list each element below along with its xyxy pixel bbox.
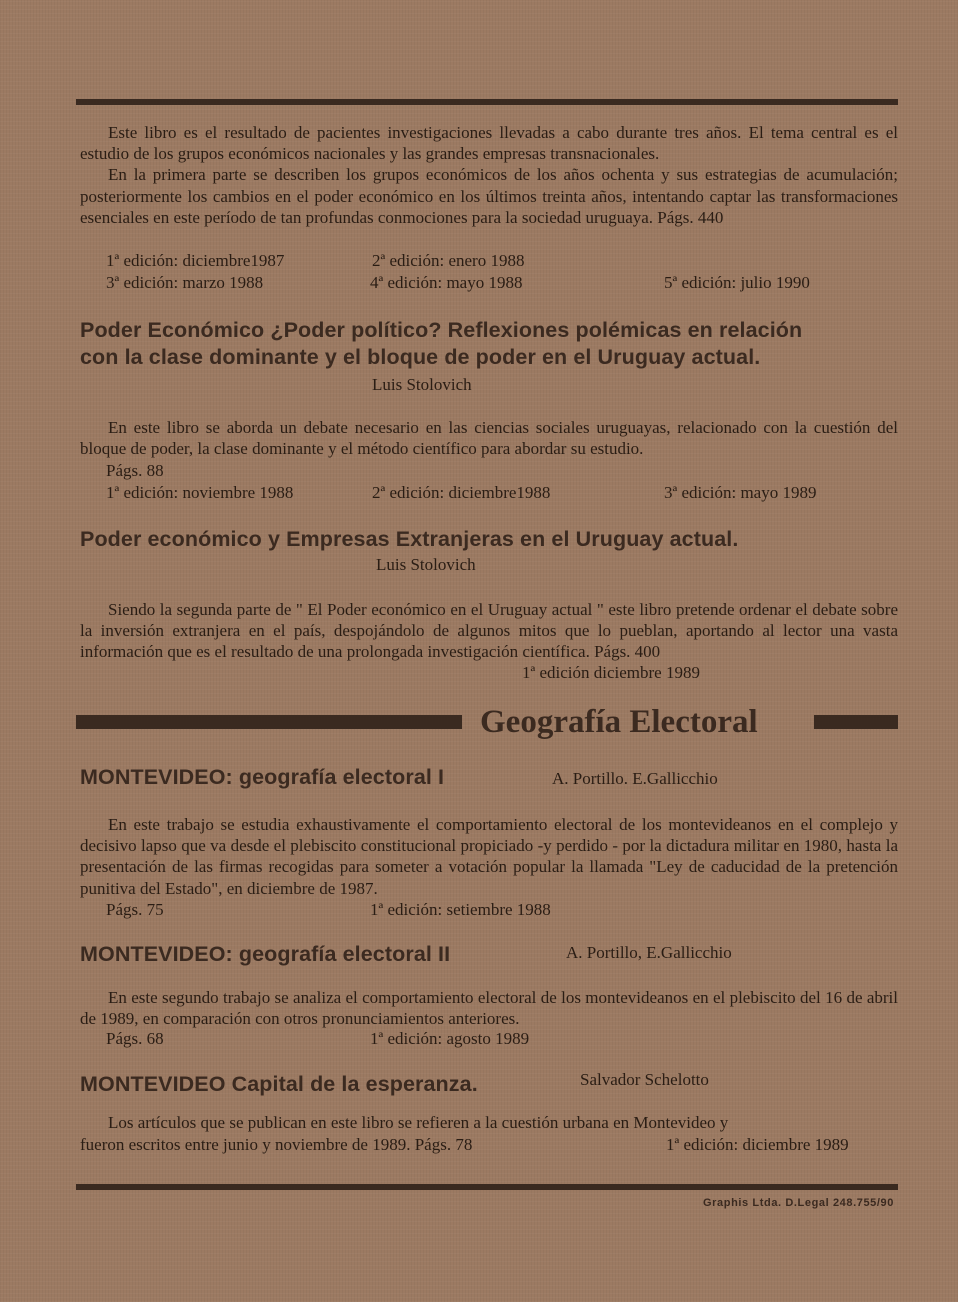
book5-pages: Págs. 68: [106, 1029, 164, 1048]
book1-edition-2: 2ª edición: enero 1988: [372, 251, 525, 270]
book5-author: A. Portillo, E.Gallicchio: [566, 943, 732, 962]
book6-author: Salvador Schelotto: [580, 1070, 709, 1089]
book4-description: [80, 814, 898, 899]
book2-edition-2: 2ª edición: diciembre1988: [372, 483, 551, 502]
book2-pages: Págs. 88: [106, 461, 164, 480]
book1-paragraph-2: En la primera parte se describen los grupos económicos de los años ochenta y sus estrategias de acumulación; posteriormente los cambios en el poder económico en los últimos treinta años, intentando captar las transformaciones esenciales en este período de tan profundas conmociones para la sociedad uruguaya. Págs. 440: [80, 165, 898, 227]
book3-description: [80, 599, 898, 663]
book3-author: Luis Stolovich: [376, 555, 476, 574]
section-bar-right: [814, 715, 898, 729]
book1-description: [80, 122, 898, 228]
book3-title: Poder económico y Empresas Extranjeras en el Uruguay actual.: [80, 527, 739, 551]
book2-description: [80, 417, 898, 459]
book4-author: A. Portillo. E.Gallicchio: [552, 769, 718, 788]
book5-description: [80, 987, 898, 1029]
book1-edition-3: 3ª edición: marzo 1988: [106, 273, 264, 292]
book2-author: Luis Stolovich: [372, 375, 472, 394]
bottom-divider: [76, 1184, 898, 1190]
book6-edition-1: 1ª edición: diciembre 1989: [666, 1135, 849, 1154]
book3-paragraph-1: Siendo la segunda parte de " El Poder económico en el Uruguay actual " este libro pretende ordenar el debate sobre la inversión extranjera en el país, despojándolo de algunos mitos que lo pueblan, aportando al lector una vasta información que es el resultado de una prolongada investigación científica. Págs. 400: [80, 600, 898, 662]
book6-paragraph-line-2: fueron escritos entre junio y noviembre de 1989. Págs. 78: [80, 1135, 473, 1154]
book4-edition-1: 1ª edición: setiembre 1988: [370, 900, 551, 919]
book1-paragraph-1: Este libro es el resultado de pacientes investigaciones llevadas a cabo durante tres años. El tema central es el estudio de los grupos económicos nacionales y las grandes empresas transnacionales.: [80, 123, 898, 164]
book3-edition-1: 1ª edición diciembre 1989: [522, 663, 700, 682]
book1-edition-5: 5ª edición: julio 1990: [664, 273, 810, 292]
section-bar-left: [76, 715, 462, 729]
book5-title: MONTEVIDEO: geografía electoral II: [80, 942, 451, 966]
book2-title-line-1: Poder Económico ¿Poder político? Reflexiones polémicas en relación: [80, 318, 803, 342]
book4-paragraph-1: En este trabajo se estudia exhaustivamente el comportamiento electoral de los montevideanos en el complejo y decisivo lapso que va desde el plebiscito constitucional propiciado -y perdido - por la dictadura militar en 1980, hasta la presentación de las firmas recogidas para someter a votación popular la llamada "Ley de caducidad de la pretención punitiva del Estado", en diciembre de 1987.: [80, 815, 898, 898]
book2-edition-1: 1ª edición: noviembre 1988: [106, 483, 294, 502]
book2-edition-3: 3ª edición: mayo 1989: [664, 483, 817, 502]
book2-paragraph-1: En este libro se aborda un debate necesario en las ciencias sociales uruguayas, relacionado con la cuestión del bloque de poder, la clase dominante y el método científico para abordar su estudio.: [80, 418, 898, 459]
book6-title: MONTEVIDEO Capital de la esperanza.: [80, 1072, 478, 1096]
book1-edition-1: 1ª edición: diciembre1987: [106, 251, 285, 270]
book5-edition-1: 1ª edición: agosto 1989: [370, 1029, 530, 1048]
section-title: Geografía Electoral: [480, 704, 758, 740]
book1-edition-4: 4ª edición: mayo 1988: [370, 273, 523, 292]
printer-credit: Graphis Ltda. D.Legal 248.755/90: [703, 1197, 894, 1209]
book2-title-line-2: con la clase dominante y el bloque de poder en el Uruguay actual.: [80, 345, 761, 369]
top-divider: [76, 99, 898, 105]
book4-title: MONTEVIDEO: geografía electoral I: [80, 765, 445, 789]
book4-pages: Págs. 75: [106, 900, 164, 919]
book6-paragraph-line-1: Los artículos que se publican en este libro se refieren a la cuestión urbana en Montevideo y: [108, 1113, 729, 1132]
book5-paragraph-1: En este segundo trabajo se analiza el comportamiento electoral de los montevideanos en el plebiscito del 16 de abril de 1989, en comparación con otros pronunciamientos anteriores.: [80, 988, 898, 1029]
